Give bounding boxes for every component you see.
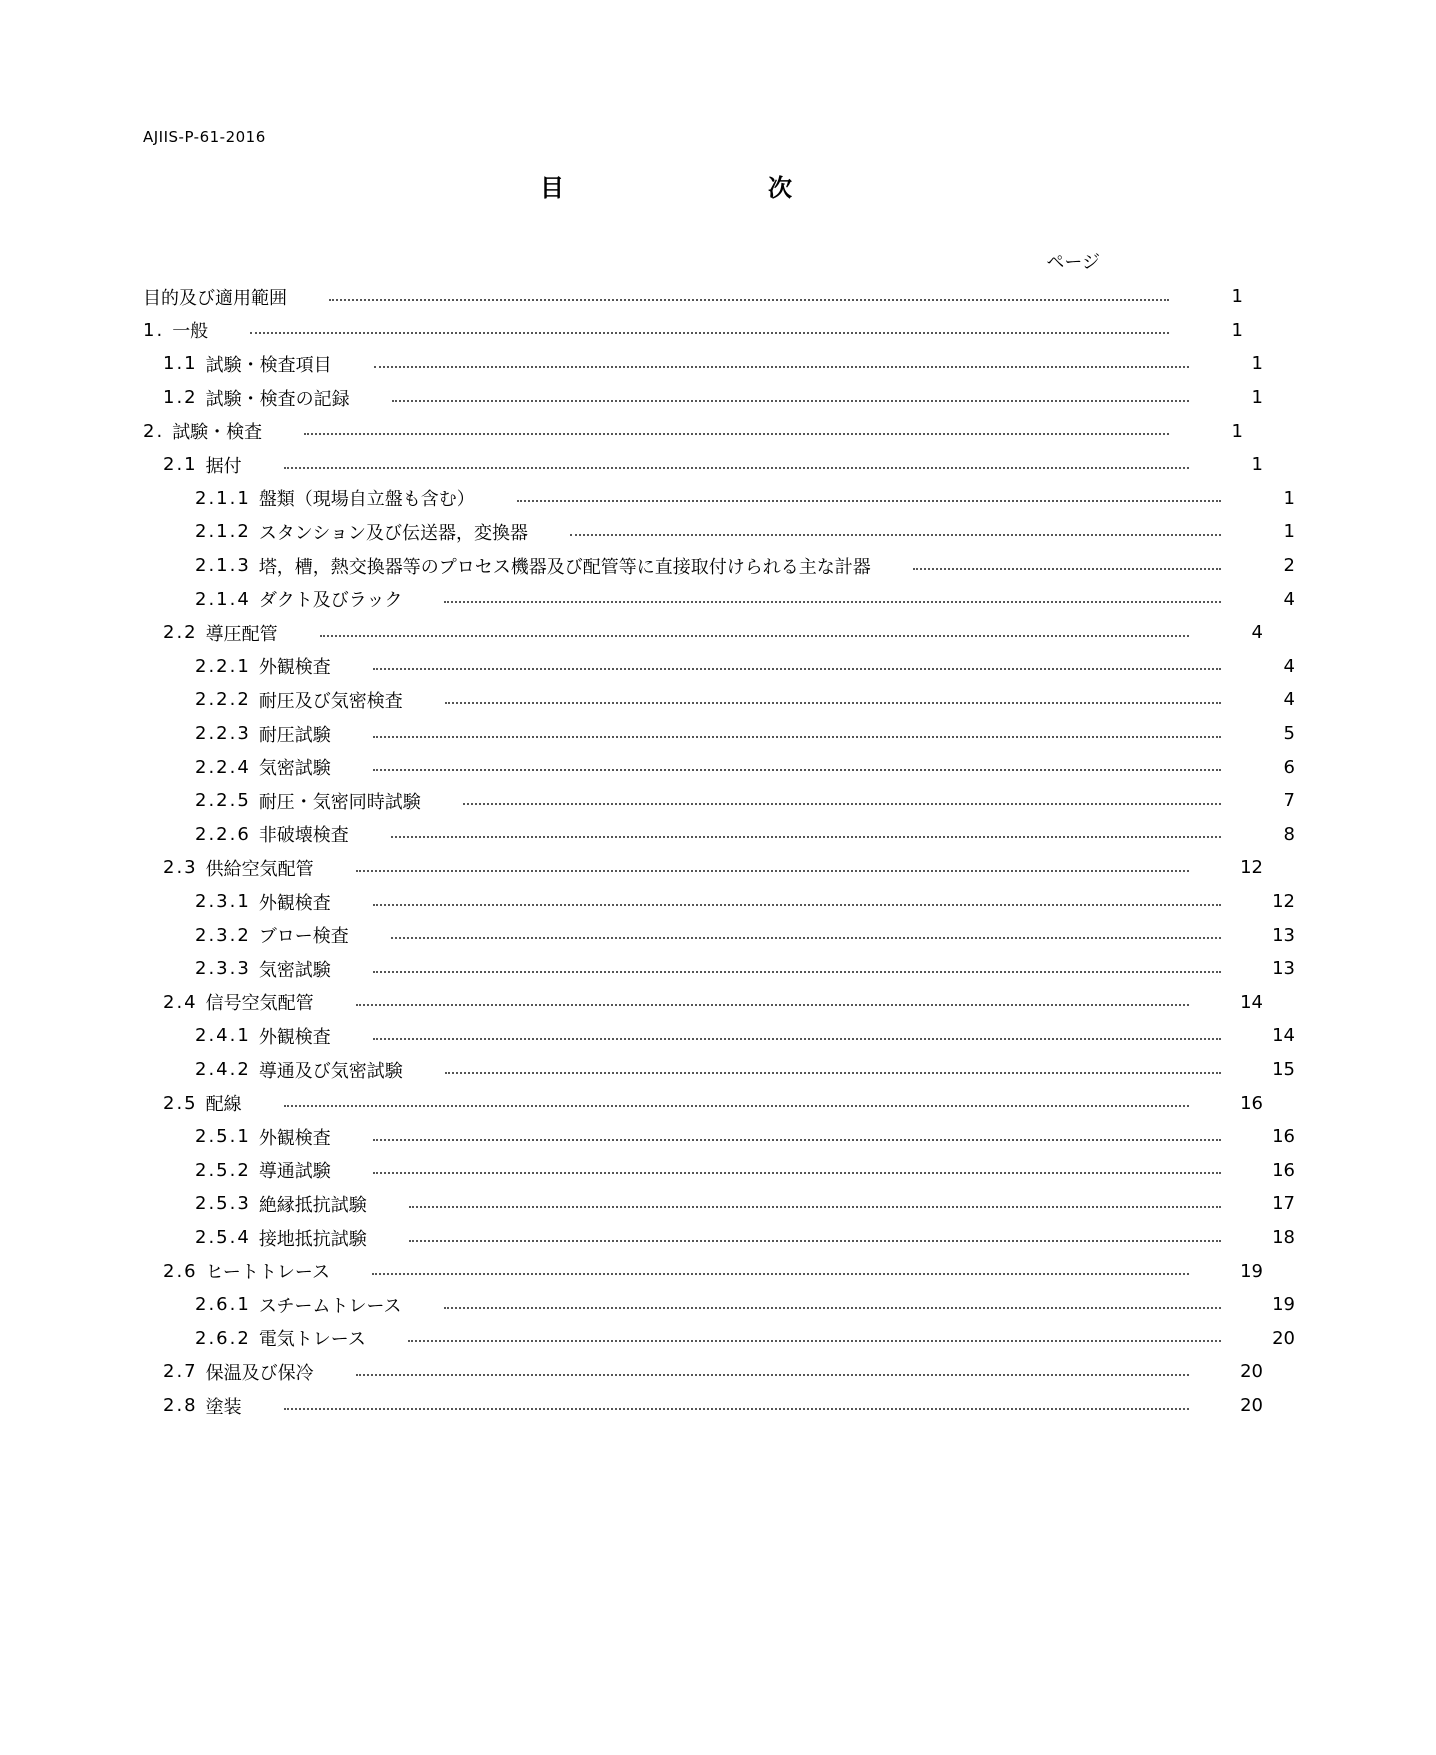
- toc-entry-page: 4: [1251, 622, 1263, 644]
- toc-entry-number: 1.2: [163, 387, 198, 409]
- toc-entry-number: 2.2.6: [195, 823, 251, 845]
- toc-entry-number: 2.4.1: [195, 1025, 251, 1047]
- toc-entry[interactable]: [0, 1286, 1436, 1324]
- toc-entry-title: 配線: [205, 1094, 242, 1116]
- toc-entry[interactable]: [0, 513, 1436, 551]
- toc-entry[interactable]: [0, 1084, 1404, 1122]
- toc-entry-page: 1: [1283, 521, 1295, 543]
- toc-entry-page: 7: [1283, 790, 1295, 812]
- toc-dot-leader: [373, 1139, 1221, 1141]
- toc-entry-page: 19: [1240, 1260, 1263, 1282]
- toc-entry-number: 2.6.2: [195, 1327, 251, 1349]
- toc-dot-leader: [444, 601, 1221, 603]
- toc-dot-leader: [391, 937, 1221, 939]
- toc-entry-title: 信号空気配管: [205, 993, 314, 1015]
- toc-entry-page: 18: [1272, 1227, 1295, 1249]
- toc-entry-title: 耐圧試験: [258, 724, 331, 746]
- toc-entry-title: 外観検査: [258, 657, 331, 679]
- toc-entry-page: 1: [1231, 319, 1243, 341]
- toc-entry-title: 目的及び適用範囲: [143, 287, 287, 309]
- toc-dot-leader: [356, 1374, 1189, 1376]
- toc-entry-number: 2.2.2: [195, 689, 251, 711]
- toc-dot-leader: [374, 366, 1189, 368]
- toc-entry[interactable]: [0, 984, 1404, 1022]
- toc-entry-page: 15: [1272, 1059, 1295, 1081]
- toc-entry[interactable]: [0, 1185, 1436, 1223]
- toc-entry-page: 8: [1283, 823, 1295, 845]
- toc-entry[interactable]: [0, 782, 1436, 820]
- toc-entry-number: 2.6.1: [195, 1294, 251, 1316]
- toc-entry-page: 1: [1251, 454, 1263, 476]
- toc-entry-page: 4: [1283, 588, 1295, 610]
- toc-entry[interactable]: [0, 1219, 1436, 1257]
- toc-dot-leader: [913, 568, 1221, 570]
- toc-entry-title: 耐圧及び気密検査: [258, 690, 403, 712]
- toc-entry-title: 据付: [205, 455, 242, 477]
- toc-entry-number: 2.2: [163, 622, 198, 644]
- toc-entry-page: 5: [1283, 723, 1295, 745]
- toc-entry[interactable]: [0, 345, 1404, 383]
- toc-entry-page: 13: [1272, 924, 1295, 946]
- toc-entry-title: 気密試験: [258, 758, 331, 780]
- toc-entry-page: 16: [1272, 1126, 1295, 1148]
- toc-entry-number: 2.2.1: [195, 655, 251, 677]
- toc-entry-number: 2.8: [163, 1395, 198, 1417]
- toc-entry-number: 2.5.3: [195, 1193, 251, 1215]
- toc-entry-number: 2.3.1: [195, 891, 251, 913]
- toc-entry-page: 4: [1283, 655, 1295, 677]
- toc-dot-leader: [391, 836, 1221, 838]
- toc-entry-page: 1: [1231, 286, 1243, 308]
- document-code: AJIIS-P-61-2016: [143, 128, 266, 146]
- toc-entry-title: 塔，槽，熱交換器等のプロセス機器及び配管等に直接取付けられる主な計器: [258, 556, 871, 578]
- toc-entry-number: 2.1.3: [195, 555, 251, 577]
- toc-entry-number: 2.5.1: [195, 1126, 251, 1148]
- toc-entry-title: スチームトレース: [258, 1295, 402, 1317]
- toc-entry[interactable]: [0, 950, 1436, 988]
- toc-entry-page: 14: [1240, 991, 1263, 1013]
- toc-entry-title: 電気トレース: [258, 1329, 366, 1351]
- toc-dot-leader: [373, 668, 1221, 670]
- toc-dot-leader: [373, 1172, 1221, 1174]
- toc-entry-title: スタンション及び伝送器，変換器: [258, 522, 529, 544]
- toc-dot-leader: [373, 904, 1221, 906]
- toc-entry-title: ダクト及びラック: [258, 590, 403, 612]
- toc-entry-page: 2: [1283, 555, 1295, 577]
- page-column-header: ページ: [1046, 252, 1100, 273]
- toc-dot-leader: [373, 1038, 1221, 1040]
- toc-entry[interactable]: [0, 412, 1384, 450]
- toc-dot-leader: [356, 1004, 1189, 1006]
- toc-dot-leader: [284, 1408, 1189, 1410]
- toc-entry-title: 導圧配管: [205, 623, 278, 645]
- toc-entry[interactable]: [0, 278, 1384, 316]
- toc-entry-page: 17: [1272, 1193, 1295, 1215]
- toc-entry-number: 2.5: [163, 1092, 198, 1114]
- toc-entry-title: ブロー検査: [258, 926, 349, 948]
- toc-entry-title: 塗装: [205, 1396, 242, 1418]
- toc-dot-leader: [373, 769, 1221, 771]
- toc-entry-title: 導通及び気密試験: [258, 1060, 403, 1082]
- toc-entry-title: 試験・検査の記録: [205, 388, 350, 410]
- toc-entry[interactable]: [0, 446, 1404, 484]
- toc-entry[interactable]: [0, 480, 1436, 518]
- toc-entry-number: 2.2.3: [195, 723, 251, 745]
- toc-entry-title: 耐圧・気密同時試験: [258, 791, 421, 813]
- toc-entry-number: 2.4: [163, 991, 198, 1013]
- toc-dot-leader: [250, 332, 1169, 334]
- toc-entry-title: 保温及び保冷: [205, 1362, 314, 1384]
- toc-entry-title: 接地抵抗試験: [258, 1228, 367, 1250]
- toc-dot-leader: [320, 635, 1189, 637]
- toc-dot-leader: [372, 1273, 1189, 1275]
- toc-entry[interactable]: [0, 849, 1404, 887]
- toc-entry-page: 16: [1272, 1159, 1295, 1181]
- toc-entry-title: 一般: [172, 321, 209, 343]
- toc-entry-page: 6: [1283, 756, 1295, 778]
- toc-entry-number: 2.4.2: [195, 1059, 251, 1081]
- toc-entry-number: 2.2.4: [195, 756, 251, 778]
- toc-dot-leader: [373, 971, 1221, 973]
- toc-dot-leader: [304, 433, 1169, 435]
- toc-entry-number: 2.2.5: [195, 790, 251, 812]
- toc-entry-page: 1: [1283, 487, 1295, 509]
- toc-entry-page: 14: [1272, 1025, 1295, 1047]
- toc-entry-title: 盤類（現場自立盤も含む）: [258, 489, 475, 511]
- toc-entry-number: 2.3: [163, 857, 198, 879]
- toc-dot-leader: [356, 870, 1189, 872]
- toc-entry-page: 20: [1240, 1361, 1263, 1383]
- toc-dot-leader: [409, 1206, 1221, 1208]
- toc-entry[interactable]: [0, 580, 1436, 618]
- toc-entry-number: 2.: [143, 420, 165, 442]
- toc-entry[interactable]: [0, 1017, 1436, 1055]
- toc-dot-leader: [463, 803, 1221, 805]
- toc-dot-leader: [284, 467, 1189, 469]
- toc-entry-number: 2.7: [163, 1361, 198, 1383]
- toc-entry[interactable]: [0, 379, 1404, 417]
- toc-entry-title: 試験・検査: [172, 422, 263, 444]
- toc-entry-number: 2.5.4: [195, 1227, 251, 1249]
- toc-entry-page: 16: [1240, 1092, 1263, 1114]
- toc-entry-page: 1: [1251, 387, 1263, 409]
- toc-entry-page: 1: [1231, 420, 1243, 442]
- toc-entry[interactable]: [0, 1252, 1404, 1290]
- toc-entry-number: 2.1: [163, 454, 198, 476]
- toc-entry-title: 気密試験: [258, 959, 331, 981]
- toc-dot-leader: [329, 299, 1169, 301]
- toc-entry[interactable]: [0, 1051, 1436, 1089]
- toc-entry-title: 非破壊検査: [258, 825, 349, 847]
- toc-entry[interactable]: [0, 681, 1436, 719]
- toc-entry-number: 2.1.4: [195, 588, 251, 610]
- toc-entry-number: 2.3.2: [195, 924, 251, 946]
- toc-entry-page: 13: [1272, 958, 1295, 980]
- toc-entry-title: 導通試験: [258, 1161, 331, 1183]
- toc-entry[interactable]: [0, 1387, 1404, 1425]
- toc-entry-page: 1: [1251, 353, 1263, 375]
- toc-entry[interactable]: [0, 1152, 1436, 1190]
- toc-entry-page: 20: [1240, 1395, 1263, 1417]
- toc-entry-title: 外観検査: [258, 1026, 331, 1048]
- toc-entry[interactable]: [0, 715, 1436, 753]
- toc-entry[interactable]: [0, 547, 1436, 585]
- toc-entry[interactable]: [0, 648, 1436, 686]
- toc-entry-number: 2.5.2: [195, 1159, 251, 1181]
- toc-dot-leader: [570, 534, 1221, 536]
- toc-entry-number: 2.6: [163, 1260, 198, 1282]
- toc-entry[interactable]: [0, 816, 1436, 854]
- toc-dot-leader: [284, 1105, 1189, 1107]
- toc-entry-title: ヒートトレース: [205, 1262, 331, 1284]
- toc-dot-leader: [409, 1240, 1221, 1242]
- toc-dot-leader: [445, 702, 1221, 704]
- toc-entry-number: 2.1.2: [195, 521, 251, 543]
- toc-entry-title: 供給空気配管: [205, 858, 314, 880]
- toc-entry-page: 4: [1283, 689, 1295, 711]
- toc-entry[interactable]: [0, 312, 1384, 350]
- toc-entry-number: 2.3.3: [195, 958, 251, 980]
- toc-entry-title: 外観検査: [258, 892, 331, 914]
- toc-entry-number: 1.1: [163, 353, 198, 375]
- toc-dot-leader: [392, 400, 1189, 402]
- toc-entry-number: 1.: [143, 319, 165, 341]
- toc-entry[interactable]: [0, 748, 1436, 786]
- toc-entry[interactable]: [0, 883, 1436, 921]
- toc-entry-title: 外観検査: [258, 1127, 331, 1149]
- toc-entry-number: 2.1.1: [195, 487, 251, 509]
- toc-entry-page: 12: [1240, 857, 1263, 879]
- toc-entry-page: 20: [1272, 1327, 1295, 1349]
- toc-title: 目 次: [540, 174, 882, 202]
- toc-entry-title: 試験・検査項目: [205, 354, 332, 376]
- toc-dot-leader: [373, 736, 1221, 738]
- toc-entry[interactable]: [0, 1118, 1436, 1156]
- toc-entry-page: 12: [1272, 891, 1295, 913]
- toc-entry[interactable]: [0, 614, 1404, 652]
- toc-dot-leader: [517, 500, 1221, 502]
- toc-entry[interactable]: [0, 1320, 1436, 1358]
- toc-entry-title: 絶縁抵抗試験: [258, 1194, 367, 1216]
- toc-dot-leader: [444, 1307, 1221, 1309]
- toc-dot-leader: [408, 1340, 1221, 1342]
- toc-entry[interactable]: [0, 1353, 1404, 1391]
- toc-dot-leader: [445, 1072, 1221, 1074]
- toc-entry-page: 19: [1272, 1294, 1295, 1316]
- toc-entry[interactable]: [0, 916, 1436, 954]
